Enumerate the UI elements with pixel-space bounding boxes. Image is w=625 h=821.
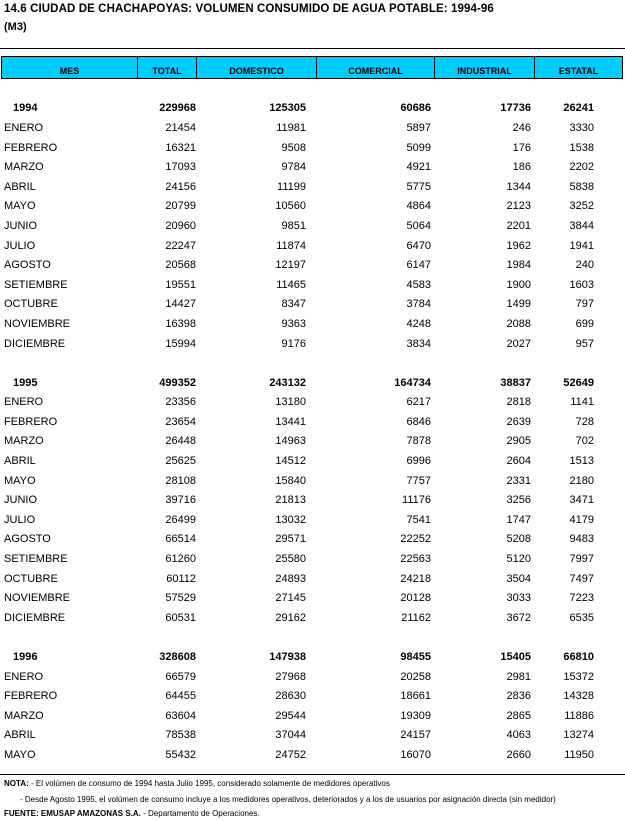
cell-domestico: 10560 <box>275 200 306 213</box>
cell-industrial: 2660 <box>506 748 531 761</box>
cell-total: 28108 <box>165 474 196 487</box>
cell-domestico: 11981 <box>276 121 306 134</box>
cell-domestico: 14963 <box>275 435 306 448</box>
cell-industrial: 1747 <box>506 513 531 526</box>
cell-domestico: 125305 <box>269 102 306 115</box>
year-label: 1994 <box>13 102 38 115</box>
cell-domestico: 29162 <box>275 611 306 624</box>
note-2 <box>20 795 556 804</box>
cell-total: 55432 <box>165 748 196 761</box>
cell-industrial: 38837 <box>500 376 531 389</box>
cell-comercial: 5775 <box>406 180 431 193</box>
cell-industrial: 2604 <box>506 455 531 468</box>
top-rule <box>0 48 625 49</box>
cell-total: 78538 <box>165 729 196 742</box>
month-label: MAYO <box>4 748 36 761</box>
table-row <box>1 608 623 628</box>
cell-estatal: 9483 <box>569 533 594 546</box>
cell-estatal: 957 <box>575 337 594 350</box>
cell-industrial: 2981 <box>506 670 531 683</box>
cell-industrial: 15405 <box>500 651 531 664</box>
cell-domestico: 243132 <box>269 376 306 389</box>
note-2-text: - Desde Agosto 1995, el volúmen de consumo incluye a los medidores operativos, deteriorados y a los de usuarios por asignación directa (sin medidor) <box>20 795 556 804</box>
table-row <box>1 275 623 295</box>
month-label: JUNIO <box>4 219 37 232</box>
header-total: TOTAL <box>138 57 197 78</box>
cell-industrial: 5208 <box>506 533 531 546</box>
month-label: DICIEMBRE <box>4 337 66 350</box>
year-total-row <box>1 99 623 119</box>
cell-estatal: 6535 <box>569 611 594 624</box>
cell-domestico: 11465 <box>276 278 306 291</box>
cell-comercial: 7757 <box>406 474 431 487</box>
cell-comercial: 18661 <box>400 690 431 703</box>
table-unit: (M3) <box>4 21 27 33</box>
month-label: SETIEMBRE <box>4 553 68 566</box>
note-1-text: - El volúmen de consumo de 1994 hasta Julio 1995, considerado solamente de medidores operativos <box>30 779 390 788</box>
table-row <box>1 588 623 608</box>
cell-domestico: 27145 <box>275 592 306 605</box>
cell-estatal: 1538 <box>569 141 594 154</box>
cell-domestico: 14512 <box>275 455 306 468</box>
note-label: NOTA: <box>4 779 29 788</box>
cell-total: 63604 <box>165 709 196 722</box>
cell-estatal: 4179 <box>569 513 594 526</box>
table-row <box>1 157 623 177</box>
cell-estatal: 1941 <box>569 239 594 252</box>
cell-comercial: 4583 <box>406 278 431 291</box>
cell-domestico: 29544 <box>275 709 306 722</box>
header-comercial: COMERCIAL <box>317 57 435 78</box>
cell-total: 14427 <box>165 298 196 311</box>
table-row <box>1 745 623 765</box>
cell-domestico: 147938 <box>269 651 306 664</box>
cell-estatal: 2202 <box>569 161 594 174</box>
cell-total: 64455 <box>165 690 196 703</box>
cell-total: 328608 <box>159 651 196 664</box>
cell-estatal: 702 <box>575 435 594 448</box>
month-label: AGOSTO <box>4 533 51 546</box>
table-row <box>1 177 623 197</box>
cell-industrial: 2905 <box>506 435 531 448</box>
cell-comercial: 6147 <box>406 259 431 272</box>
cell-industrial: 2639 <box>506 415 531 428</box>
cell-comercial: 21162 <box>401 611 431 624</box>
cell-domestico: 24752 <box>275 748 306 761</box>
cell-comercial: 5099 <box>406 141 431 154</box>
month-label: ABRIL <box>4 180 36 193</box>
cell-comercial: 24157 <box>400 729 431 742</box>
cell-total: 229968 <box>159 102 196 115</box>
month-label: SETIEMBRE <box>4 278 68 291</box>
cell-comercial: 3784 <box>406 298 431 311</box>
table-row <box>1 197 623 217</box>
cell-estatal: 699 <box>575 317 594 330</box>
cell-industrial: 2123 <box>506 200 531 213</box>
month-label: AGOSTO <box>4 259 51 272</box>
table-row <box>1 393 623 413</box>
table-body <box>1 79 623 765</box>
cell-domestico: 28630 <box>275 690 306 703</box>
cell-industrial: 4063 <box>506 729 531 742</box>
cell-industrial: 1900 <box>506 278 531 291</box>
table-header <box>1 56 623 79</box>
cell-estatal: 66810 <box>563 651 594 664</box>
cell-domestico: 9851 <box>281 219 306 232</box>
cell-estatal: 5838 <box>569 180 594 193</box>
cell-industrial: 246 <box>512 121 531 134</box>
cell-estatal: 1513 <box>569 455 594 468</box>
cell-comercial: 4248 <box>406 317 431 330</box>
cell-comercial: 6217 <box>406 396 431 409</box>
cell-estatal: 14328 <box>563 690 594 703</box>
cell-total: 26499 <box>165 513 196 526</box>
cell-domestico: 11874 <box>276 239 306 252</box>
cell-estatal: 3844 <box>569 219 594 232</box>
cell-estatal: 3330 <box>569 121 594 134</box>
cell-industrial: 2027 <box>506 337 531 350</box>
cell-total: 20568 <box>165 259 196 272</box>
cell-industrial: 3256 <box>506 494 531 507</box>
month-label: ENERO <box>4 396 44 409</box>
cell-industrial: 2088 <box>506 317 531 330</box>
year-total-row <box>1 373 623 393</box>
table-row <box>1 138 623 158</box>
table-row <box>1 569 623 589</box>
cell-estatal: 1141 <box>570 396 594 409</box>
cell-total: 21454 <box>165 121 196 134</box>
cell-industrial: 2331 <box>506 474 531 487</box>
cell-comercial: 4864 <box>406 200 431 213</box>
table-row <box>1 295 623 315</box>
cell-comercial: 22252 <box>400 533 431 546</box>
cell-domestico: 9176 <box>281 337 306 350</box>
cell-comercial: 20258 <box>400 670 431 683</box>
month-label: ABRIL <box>4 729 36 742</box>
cell-total: 22247 <box>165 239 196 252</box>
cell-estatal: 728 <box>575 415 594 428</box>
cell-total: 20799 <box>165 200 196 213</box>
cell-domestico: 9784 <box>281 161 306 174</box>
month-label: MAYO <box>4 200 36 213</box>
cell-domestico: 12197 <box>275 259 306 272</box>
cell-total: 23356 <box>165 396 196 409</box>
month-label: OCTUBRE <box>4 298 58 311</box>
cell-domestico: 9508 <box>281 141 306 154</box>
cell-industrial: 2201 <box>506 219 531 232</box>
source-note <box>4 809 260 818</box>
cell-domestico: 21813 <box>275 494 306 507</box>
cell-comercial: 7878 <box>406 435 431 448</box>
cell-estatal: 11886 <box>564 709 594 722</box>
month-label: ENERO <box>4 670 44 683</box>
cell-domestico: 37044 <box>275 729 306 742</box>
cell-total: 20960 <box>165 219 196 232</box>
month-label: MAYO <box>4 474 36 487</box>
cell-industrial: 5120 <box>506 553 531 566</box>
cell-estatal: 240 <box>575 259 594 272</box>
cell-total: 17093 <box>165 161 196 174</box>
cell-total: 57529 <box>165 592 196 605</box>
cell-total: 61260 <box>165 553 196 566</box>
cell-domestico: 24893 <box>275 572 306 585</box>
year-total-row <box>1 647 623 667</box>
source-label: FUENTE: EMUSAP AMAZONAS S.A. <box>4 809 141 818</box>
table-row <box>1 490 623 510</box>
header-mes: MES <box>2 57 138 78</box>
month-label: OCTUBRE <box>4 572 58 585</box>
table-row <box>1 549 623 569</box>
header-estatal: ESTATAL <box>558 66 599 76</box>
cell-total: 60531 <box>165 611 196 624</box>
cell-comercial: 60686 <box>400 102 431 115</box>
table-row <box>1 530 623 550</box>
cell-domestico: 8347 <box>281 298 306 311</box>
cell-estatal: 11950 <box>564 748 594 761</box>
cell-total: 19551 <box>165 278 196 291</box>
cell-total: 66579 <box>165 670 196 683</box>
cell-comercial: 22563 <box>400 553 431 566</box>
month-label: JULIO <box>4 513 36 526</box>
cell-domestico: 13032 <box>275 513 306 526</box>
source-text: - Departamento de Operaciones. <box>143 809 260 818</box>
cell-industrial: 2865 <box>506 709 531 722</box>
cell-comercial: 5897 <box>406 121 431 134</box>
cell-total: 60112 <box>166 572 196 585</box>
cell-domestico: 13180 <box>275 396 306 409</box>
cell-industrial: 1344 <box>506 180 531 193</box>
cell-total: 499352 <box>159 376 196 389</box>
month-label: FEBRERO <box>4 141 58 154</box>
table-row <box>1 412 623 432</box>
month-label: MARZO <box>4 161 44 174</box>
table-row <box>1 667 623 687</box>
cell-industrial: 2818 <box>506 396 531 409</box>
row-spacer <box>1 79 623 99</box>
month-label: MARZO <box>4 435 44 448</box>
month-label: FEBRERO <box>4 690 58 703</box>
table-row <box>1 255 623 275</box>
table-row <box>1 471 623 491</box>
cell-estatal: 3471 <box>569 494 594 507</box>
cell-estatal: 52649 <box>563 376 594 389</box>
table-row <box>1 314 623 334</box>
cell-estatal: 797 <box>575 298 594 311</box>
row-spacer <box>1 353 623 373</box>
cell-total: 23654 <box>165 415 196 428</box>
cell-industrial: 3504 <box>506 572 531 585</box>
header-industrial: INDUSTRIAL <box>435 57 535 78</box>
cell-industrial: 3033 <box>506 592 531 605</box>
cell-comercial: 6470 <box>406 239 431 252</box>
cell-comercial: 6996 <box>406 455 431 468</box>
month-label: ENERO <box>4 121 44 134</box>
cell-estatal: 13274 <box>563 729 594 742</box>
month-label: MARZO <box>4 709 44 722</box>
cell-comercial: 6846 <box>406 415 431 428</box>
year-label: 1995 <box>13 376 38 389</box>
cell-industrial: 1499 <box>506 298 531 311</box>
cell-estatal: 3252 <box>569 200 594 213</box>
cell-industrial: 17736 <box>500 102 531 115</box>
month-label: JUNIO <box>4 494 37 507</box>
table-row <box>1 334 623 354</box>
cell-comercial: 24218 <box>400 572 431 585</box>
cell-domestico: 27968 <box>275 670 306 683</box>
cell-total: 39716 <box>165 494 196 507</box>
cell-comercial: 164734 <box>394 376 431 389</box>
bottom-rule <box>0 774 625 775</box>
month-label: NOVIEMBRE <box>4 592 71 605</box>
cell-estatal: 1603 <box>569 278 594 291</box>
cell-industrial: 176 <box>512 141 531 154</box>
table-row <box>1 432 623 452</box>
cell-industrial: 3672 <box>506 611 531 624</box>
note-1 <box>4 779 390 788</box>
cell-domestico: 11199 <box>277 180 306 193</box>
cell-domestico: 15840 <box>275 474 306 487</box>
cell-domestico: 25580 <box>275 553 306 566</box>
cell-domestico: 13441 <box>275 415 306 428</box>
cell-estatal: 26241 <box>563 102 594 115</box>
cell-comercial: 20128 <box>400 592 431 605</box>
cell-total: 66514 <box>165 533 196 546</box>
cell-total: 26448 <box>165 435 196 448</box>
cell-total: 16321 <box>165 141 196 154</box>
cell-comercial: 3834 <box>406 337 431 350</box>
month-label: NOVIEMBRE <box>4 317 71 330</box>
month-label: FEBRERO <box>4 415 58 428</box>
cell-total: 25625 <box>165 455 196 468</box>
header-domestico: DOMESTICO <box>197 57 317 78</box>
month-label: JULIO <box>4 239 36 252</box>
cell-comercial: 19309 <box>400 709 431 722</box>
cell-comercial: 16070 <box>400 748 431 761</box>
cell-comercial: 98455 <box>400 651 431 664</box>
cell-industrial: 186 <box>512 161 531 174</box>
cell-industrial: 2836 <box>506 690 531 703</box>
cell-comercial: 5064 <box>406 219 431 232</box>
month-label: ABRIL <box>4 455 36 468</box>
cell-estatal: 7497 <box>569 572 594 585</box>
table-title: 14.6 CIUDAD DE CHACHAPOYAS: VOLUMEN CONSUMIDO DE AGUA POTABLE: 1994-96 <box>4 3 494 15</box>
cell-estatal: 2180 <box>569 474 594 487</box>
cell-industrial: 1962 <box>506 239 531 252</box>
cell-comercial: 11176 <box>402 494 431 507</box>
table-row <box>1 451 623 471</box>
cell-total: 24156 <box>165 180 196 193</box>
table-row <box>1 510 623 530</box>
cell-estatal: 7223 <box>569 592 594 605</box>
cell-comercial: 4921 <box>406 161 431 174</box>
cell-total: 16398 <box>165 317 196 330</box>
cell-comercial: 7541 <box>406 513 431 526</box>
table-row <box>1 706 623 726</box>
month-label: DICIEMBRE <box>4 611 66 624</box>
year-label: 1996 <box>13 651 38 664</box>
table-row <box>1 236 623 256</box>
table-row <box>1 686 623 706</box>
cell-domestico: 29571 <box>275 533 306 546</box>
cell-estatal: 15372 <box>563 670 594 683</box>
table-row <box>1 216 623 236</box>
cell-total: 15994 <box>165 337 196 350</box>
row-spacer <box>1 628 623 648</box>
table-row <box>1 726 623 746</box>
table-row <box>1 118 623 138</box>
cell-industrial: 1984 <box>506 259 531 272</box>
cell-domestico: 9363 <box>281 317 306 330</box>
cell-estatal: 7997 <box>569 553 594 566</box>
